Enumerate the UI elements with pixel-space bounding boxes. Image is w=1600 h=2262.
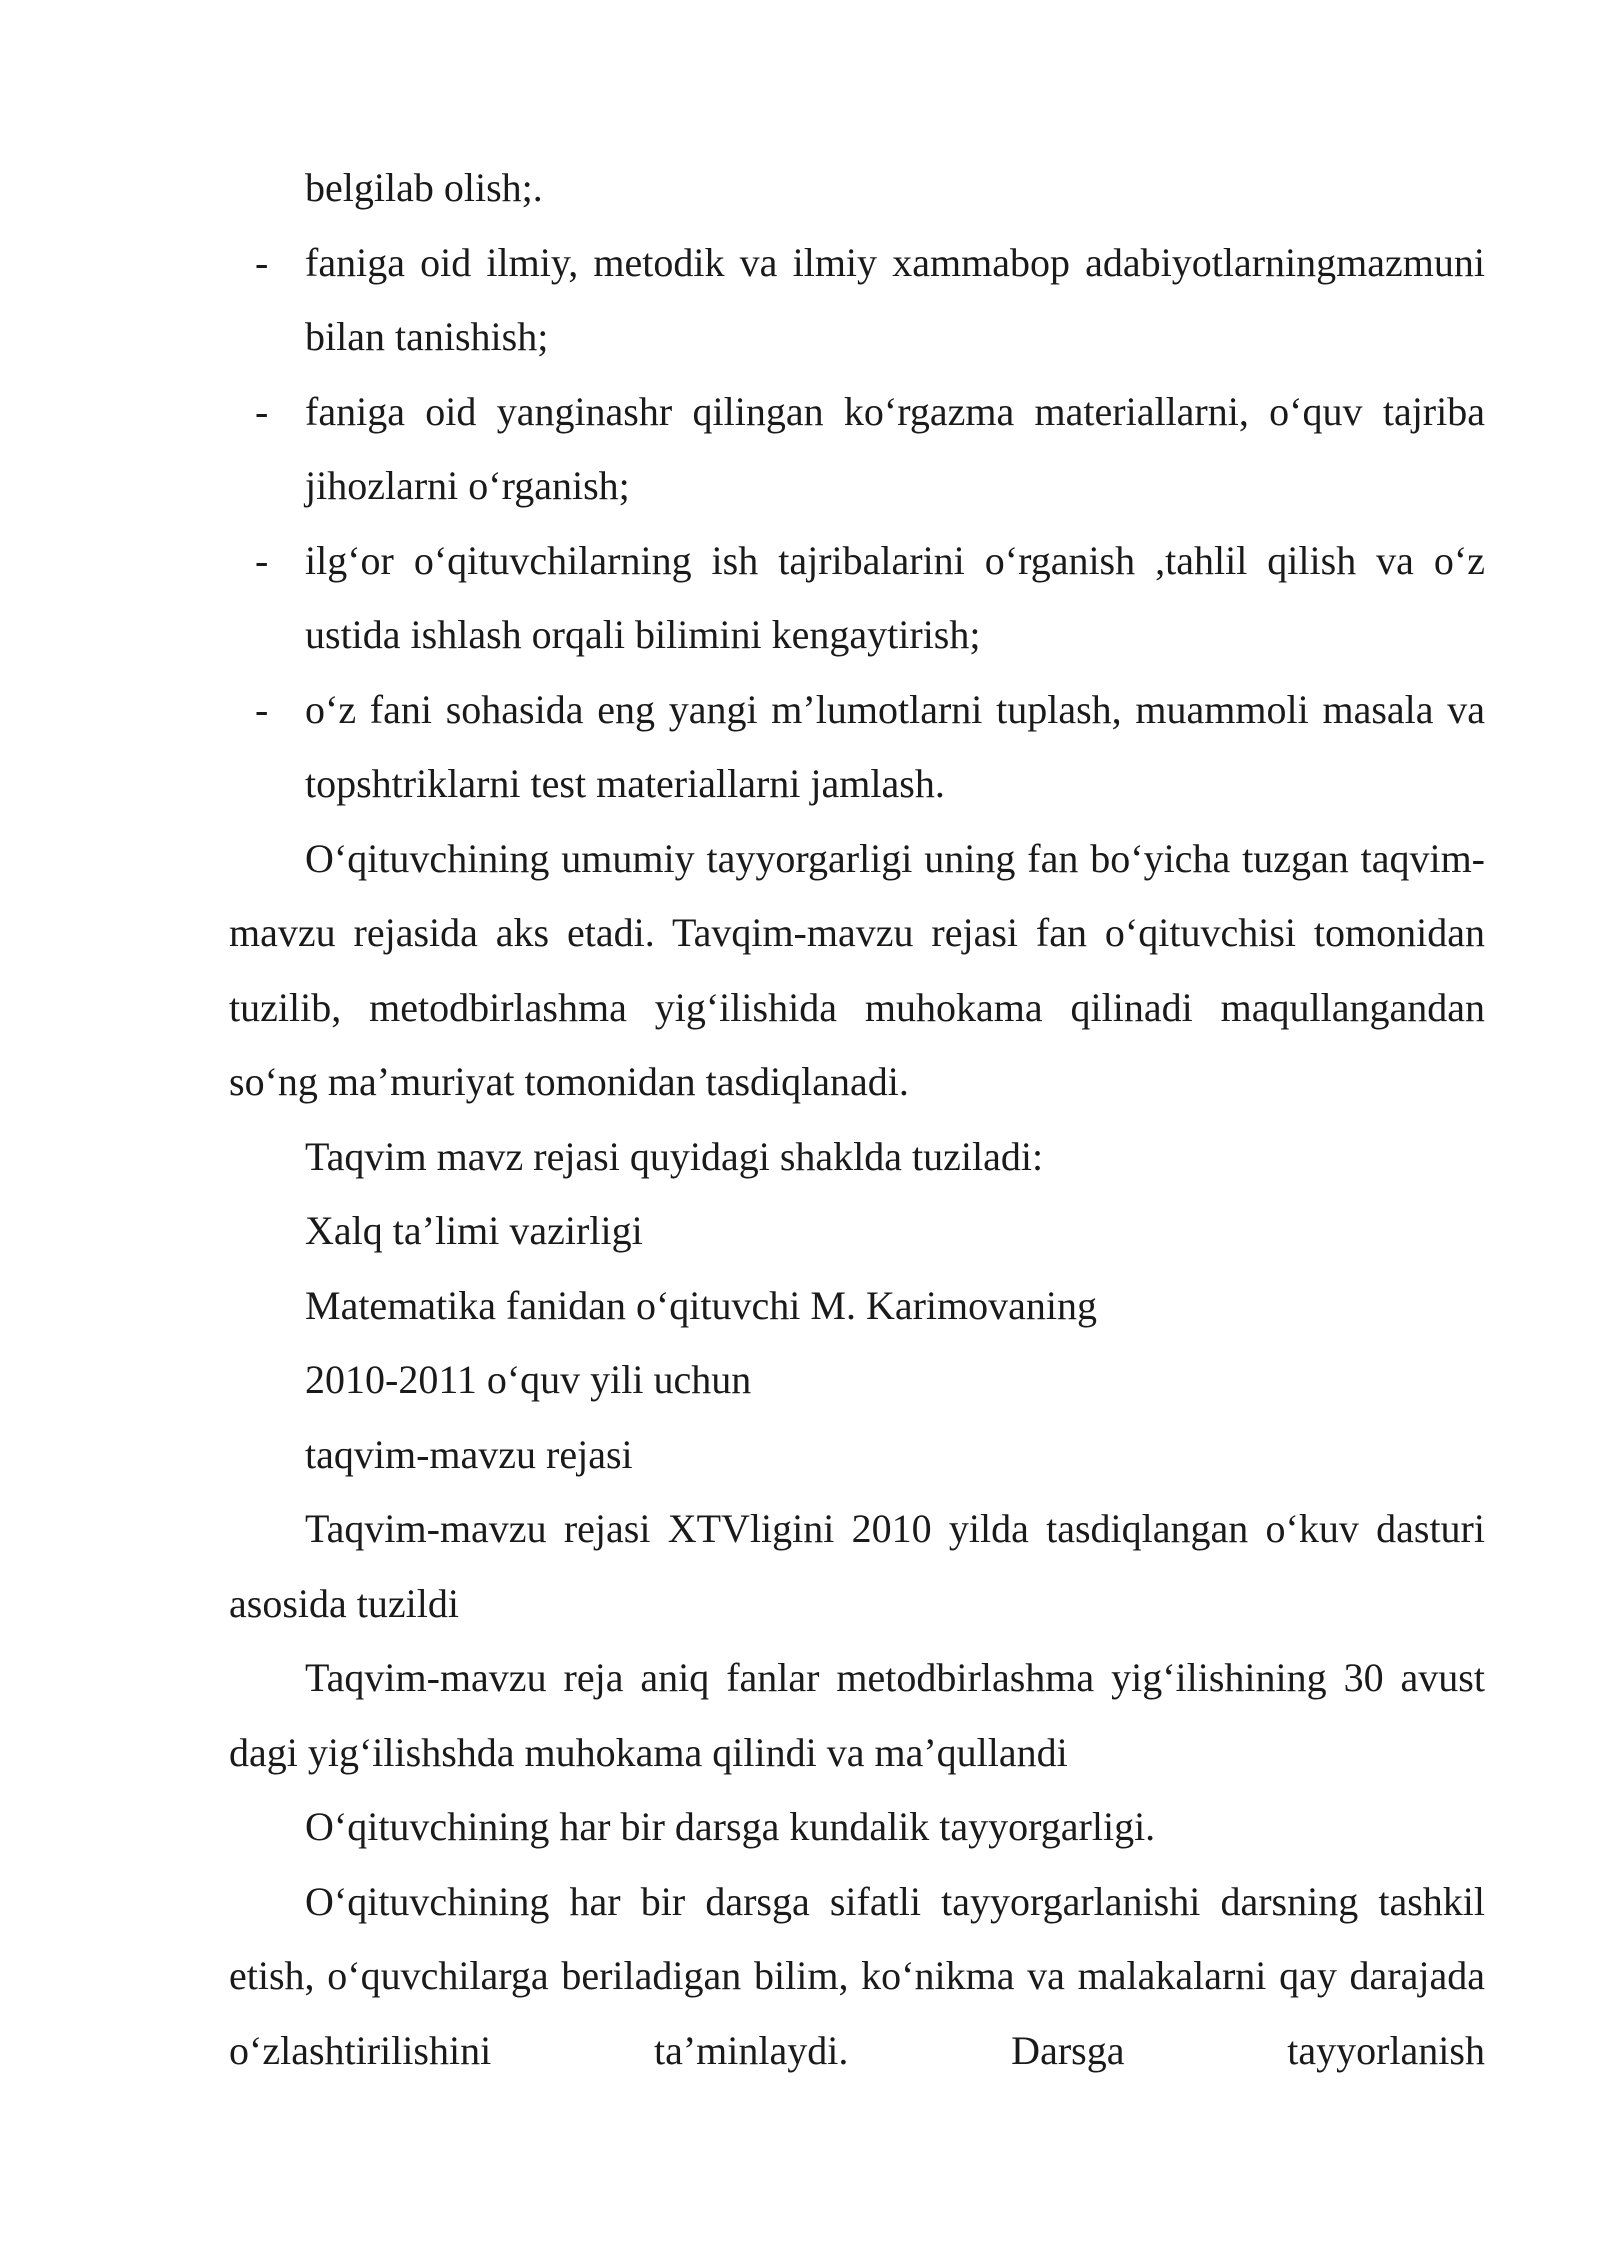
bullet-dash: - (255, 537, 269, 583)
bullet-item (229, 524, 1485, 673)
paragraph-plan-approval: Taqvim-mavzu reja aniq fanlar metodbirlashma yig‘ilishining 30 avust dagi yig‘ilishshda muhokama qilindi va ma’qullandi (229, 1655, 1485, 1775)
paragraph-lesson-quality: O‘qituvchining har bir darsga sifatli tayyorgarlanishi darsning tashkil etish, o‘quvchilarga beriladigan bilim, ko‘nikma va malakalarni qay darajada o‘zlashtirilishini ta’minlaydi. Darsga tayyorlanish (229, 1878, 1485, 2073)
bullet-dash: - (255, 239, 269, 285)
bullet-item (229, 375, 1485, 524)
line-daily-preparation: O‘qituvchining har bir darsga kundalik tayyorgarligi. (305, 1804, 1156, 1849)
bullet-text: o‘z fani sohasida eng yangi m’lumotlarni tuplash, muammoli masala va topshtriklarni test materiallarni jamlash. (305, 686, 1485, 806)
line-teacher: Matematika fanidan o‘qituvchi M. Karimovaning (305, 1282, 1098, 1328)
bullet-item (229, 673, 1485, 822)
bullet-text: faniga oid yanginashr qilingan ko‘rgazma materiallarni, o‘quv tajriba jihozlarni o‘rganish; (305, 388, 1485, 508)
bullet-dash: - (255, 388, 269, 434)
paragraph-plan-basis: Taqvim-mavzu rejasi XTVligini 2010 yilda tasdiqlangan o‘kuv dasturi asosida tuzildi (229, 1506, 1485, 1626)
bullet-text: ilg‘or o‘qituvchilarning ish tajribalarini o‘rganish ,tahlil qilish va o‘z ustida ishlash orqali bilimini kengaytirish; (305, 537, 1485, 657)
continuation-line: belgilab olish;. (305, 165, 543, 210)
line-form-intro: Taqvim mavz rejasi quyidagi shaklda tuziladi: (305, 1133, 1044, 1179)
bullet-item (229, 226, 1485, 375)
paragraph-general-preparation: O‘qituvchining umumiy tayyorgarligi uning fan bo‘yicha tuzgan taqvim-mavzu rejasida aks etadi. Tavqim-mavzu rejasi fan o‘qituvchisi tomonidan tuzilib, metodbirlashma yig‘ilishida muhokama qilinadi maqullangandan so‘ng ma’muriyat tomonidan tasdiqlanadi. (229, 835, 1485, 1104)
line-ministry: Xalq ta’limi vazirligi (305, 1208, 643, 1253)
bullet-text: faniga oid ilmiy, metodik va ilmiy xammabop adabiyotlarningmazmuni bilan tanishish; (305, 239, 1485, 359)
bullet-dash: - (255, 686, 269, 732)
line-plan-title: taqvim-mavzu rejasi (305, 1431, 633, 1477)
line-year: 2010-2011 o‘quv yili uchun (305, 1357, 752, 1402)
